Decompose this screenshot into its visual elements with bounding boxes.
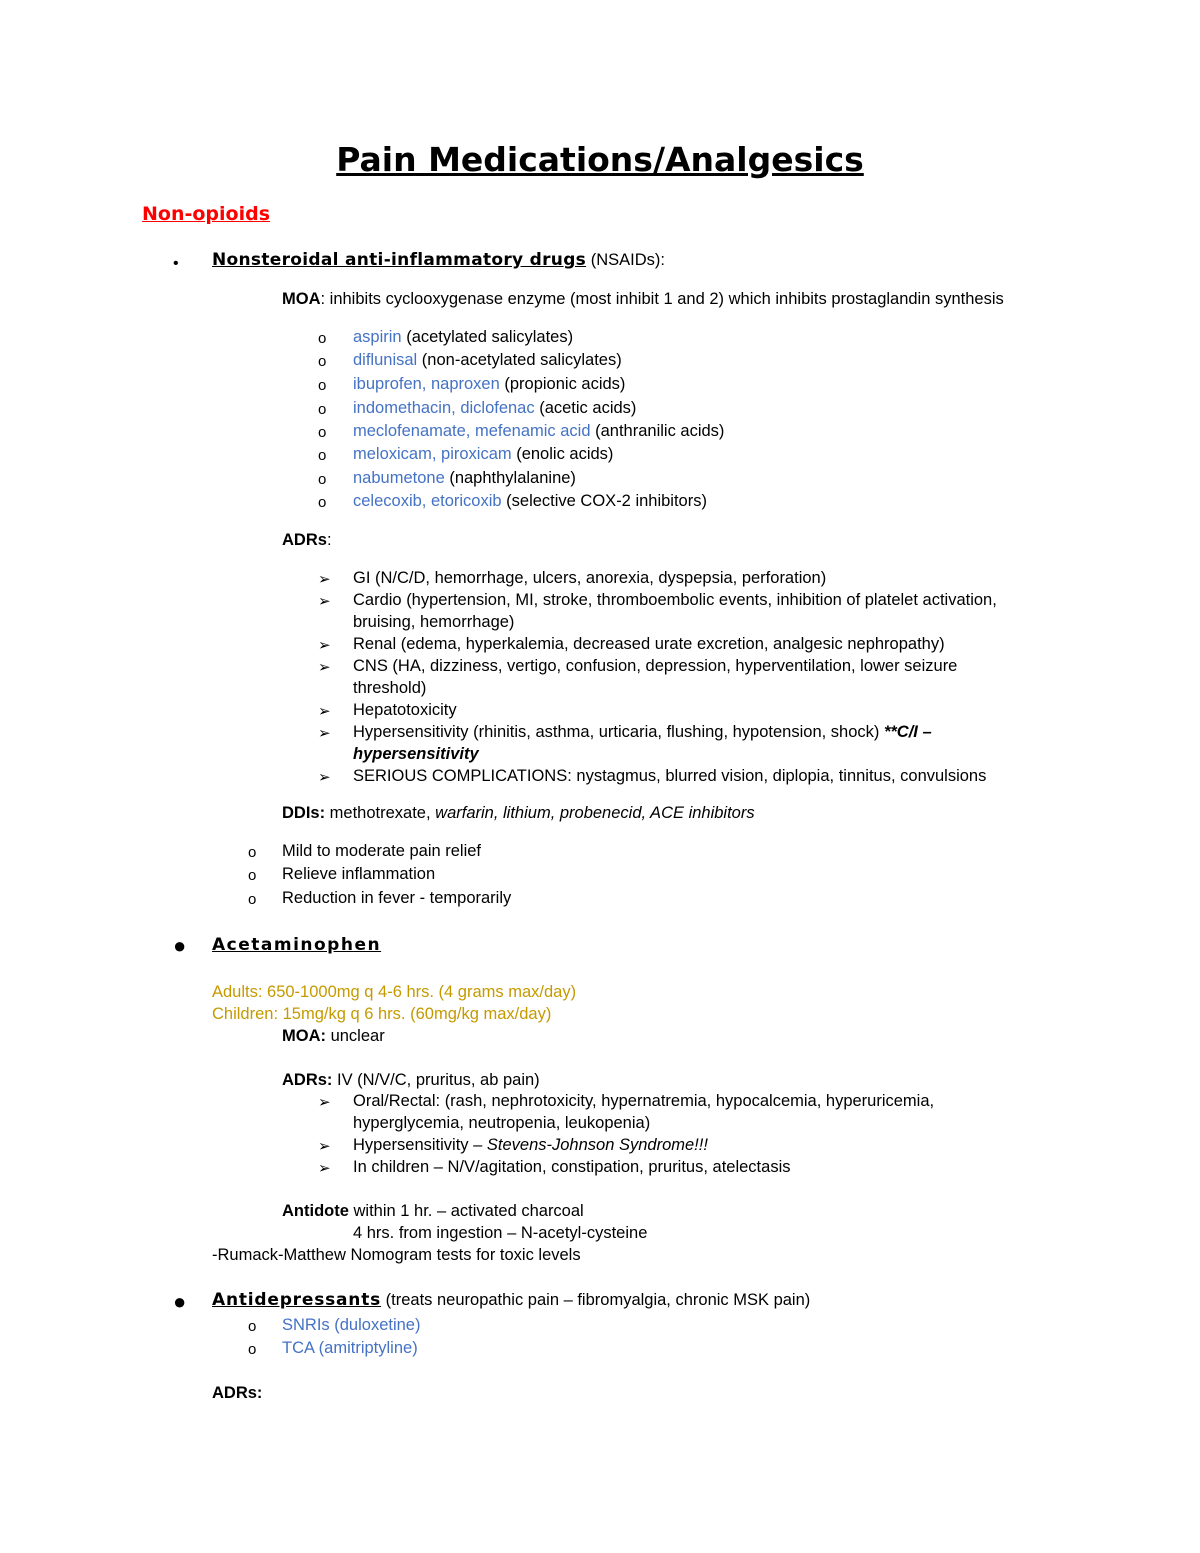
drug-class: (propionic acids) [499, 375, 626, 393]
nsaids-adrs-label [282, 531, 332, 551]
list-marker: o [248, 891, 257, 908]
antidote-line-1 [282, 1202, 584, 1222]
drug-name: diflunisal [353, 351, 418, 369]
nomogram-note: -Rumack-Matthew Nomogram tests for toxic levels [212, 1246, 581, 1264]
adr-item: GI (N/C/D, hemorrhage, ulcers, anorexia, dyspepsia, perforation) [353, 569, 827, 587]
moa-label: MOA [282, 290, 321, 308]
drug-item [353, 351, 622, 371]
drug-item [353, 375, 625, 395]
arrow-bullet: ➢ [318, 1138, 331, 1155]
drug-name: ibuprofen, naproxen [353, 375, 500, 393]
adr-item: Oral/Rectal: (rash, nephrotoxicity, hypernatremia, hypocalcemia, hyperuricemia, [353, 1092, 935, 1110]
list-marker: o [318, 494, 327, 511]
adult-dose: Adults: 650-1000mg q 4-6 hrs. (4 grams max/day) [212, 983, 577, 1001]
drug-name: indomethacin, diclofenac [353, 399, 535, 417]
arrow-bullet: ➢ [318, 659, 331, 676]
drug-class: (acetylated salicylates) [401, 328, 574, 346]
adrs-colon: : [326, 531, 332, 549]
acetaminophen-moa [282, 1027, 385, 1047]
adr-item: Renal (edema, hyperkalemia, decreased urate excretion, analgesic nephropathy) [353, 635, 945, 653]
arrow-bullet: ➢ [318, 571, 331, 588]
antidepressants-adrs-label: ADRs: [212, 1384, 263, 1402]
list-marker: o [318, 330, 327, 347]
arrow-bullet: ➢ [318, 1094, 331, 1111]
drug-item [353, 445, 613, 465]
use-item: Relieve inflammation [282, 865, 436, 883]
adr-item-cont: threshold) [353, 679, 427, 697]
antidepressants-note: (treats neuropathic pain – fibromyalgia, chronic MSK pain) [381, 1291, 811, 1309]
drug-class: (enolic acids) [511, 445, 614, 463]
drug-name: aspirin [353, 328, 402, 346]
adr-item: Cardio (hypertension, MI, stroke, thromboembolic events, inhibition of platelet activation, [353, 591, 997, 609]
acetaminophen-heading: Acetaminophen [212, 935, 382, 955]
antidepressants-title: Antidepressants [212, 1290, 382, 1310]
contraindication-cont: hypersensitivity [353, 745, 479, 763]
drug-item: TCA (amitriptyline) [282, 1339, 418, 1357]
arrow-bullet: ➢ [318, 703, 331, 720]
drug-item [353, 399, 636, 419]
drug-item [353, 328, 573, 348]
adr-item: SERIOUS COMPLICATIONS: nystagmus, blurred vision, diplopia, tinnitus, convulsions [353, 767, 987, 785]
list-marker: o [318, 447, 327, 464]
list-marker: o [318, 424, 327, 441]
drug-item [353, 492, 707, 512]
drug-name: meclofenamate, mefenamic acid [353, 422, 591, 440]
moa-text: unclear [326, 1027, 385, 1045]
arrow-bullet: ➢ [318, 769, 331, 786]
drug-class: (acetic acids) [534, 399, 637, 417]
adr-item-cont [353, 745, 479, 765]
nsaids-heading [212, 250, 665, 271]
adr-item-cont: bruising, hemorrhage) [353, 613, 515, 631]
ddis-italic: warfarin, lithium, probenecid, ACE inhibitors [435, 804, 755, 822]
antidote-line-2: 4 hrs. from ingestion – N-acetyl-cysteine [353, 1224, 648, 1242]
drug-class: (anthranilic acids) [590, 422, 725, 440]
ddis-label: DDIs: [282, 804, 326, 822]
moa-text: : inhibits cyclooxygenase enzyme (most inhibit 1 and 2) which inhibits prostaglandin synthesis [320, 290, 1004, 308]
page-title: Pain Medications/Analgesics [336, 140, 864, 179]
bullet: • [173, 255, 179, 272]
sjs-text: Stevens-Johnson Syndrome!!! [486, 1136, 708, 1154]
use-item: Reduction in fever - temporarily [282, 889, 512, 907]
child-dose: Children: 15mg/kg q 6 hrs. (60mg/kg max/day) [212, 1005, 552, 1023]
bullet: ● [173, 1289, 187, 1314]
list-marker: o [318, 401, 327, 418]
nsaids-title: Nonsteroidal anti-inflammatory drugs [212, 250, 587, 270]
arrow-bullet: ➢ [318, 593, 331, 610]
adrs-text: IV (N/V/C, pruritus, ab pain) [332, 1071, 540, 1089]
adr-item: Hepatotoxicity [353, 701, 457, 719]
list-marker: o [248, 867, 257, 884]
drug-item [353, 422, 724, 442]
list-marker: o [248, 844, 257, 861]
bullet: ● [173, 933, 187, 958]
drug-item [353, 469, 576, 489]
use-item: Mild to moderate pain relief [282, 842, 482, 860]
list-marker: o [318, 353, 327, 370]
arrow-bullet: ➢ [318, 725, 331, 742]
drug-name: meloxicam, piroxicam [353, 445, 512, 463]
nsaids-moa [282, 290, 1004, 310]
arrow-bullet: ➢ [318, 1160, 331, 1177]
nsaids-ddis [282, 804, 755, 824]
adr-item [353, 1136, 708, 1156]
antidote-text: within 1 hr. – activated charcoal [348, 1202, 584, 1220]
drug-class: (selective COX-2 inhibitors) [501, 492, 707, 510]
ddis-text: methotrexate, [325, 804, 436, 822]
adr-text: Hypersensitivity – [353, 1136, 487, 1154]
adrs-label: ADRs: [282, 1071, 333, 1089]
list-marker: o [318, 377, 327, 394]
drug-name: celecoxib, etoricoxib [353, 492, 502, 510]
adrs-label: ADRs [282, 531, 327, 549]
list-marker: o [248, 1318, 257, 1335]
list-marker: o [318, 471, 327, 488]
contraindication: **C/I – [883, 723, 932, 741]
drug-name: nabumetone [353, 469, 445, 487]
adr-text: Hypersensitivity (rhinitis, asthma, urticaria, flushing, hypotension, shock) [353, 723, 884, 741]
adr-item: CNS (HA, dizziness, vertigo, confusion, depression, hyperventilation, lower seizure [353, 657, 958, 675]
antidote-label: Antidote [282, 1202, 349, 1220]
moa-label: MOA: [282, 1027, 326, 1045]
adr-item-cont: hyperglycemia, neutropenia, leukopenia) [353, 1114, 651, 1132]
arrow-bullet: ➢ [318, 637, 331, 654]
antidepressants-heading [212, 1290, 810, 1311]
drug-class: (non-acetylated salicylates) [417, 351, 622, 369]
adr-item [353, 723, 932, 743]
acetaminophen-adrs [282, 1071, 540, 1091]
list-marker: o [248, 1341, 257, 1358]
adr-item: In children – N/V/agitation, constipation, pruritus, atelectasis [353, 1158, 791, 1176]
section-heading-non-opioids: Non-opioids [142, 203, 271, 225]
drug-class: (naphthylalanine) [444, 469, 576, 487]
drug-item: SNRIs (duloxetine) [282, 1316, 421, 1334]
nsaids-abbrev: (NSAIDs): [586, 251, 665, 269]
